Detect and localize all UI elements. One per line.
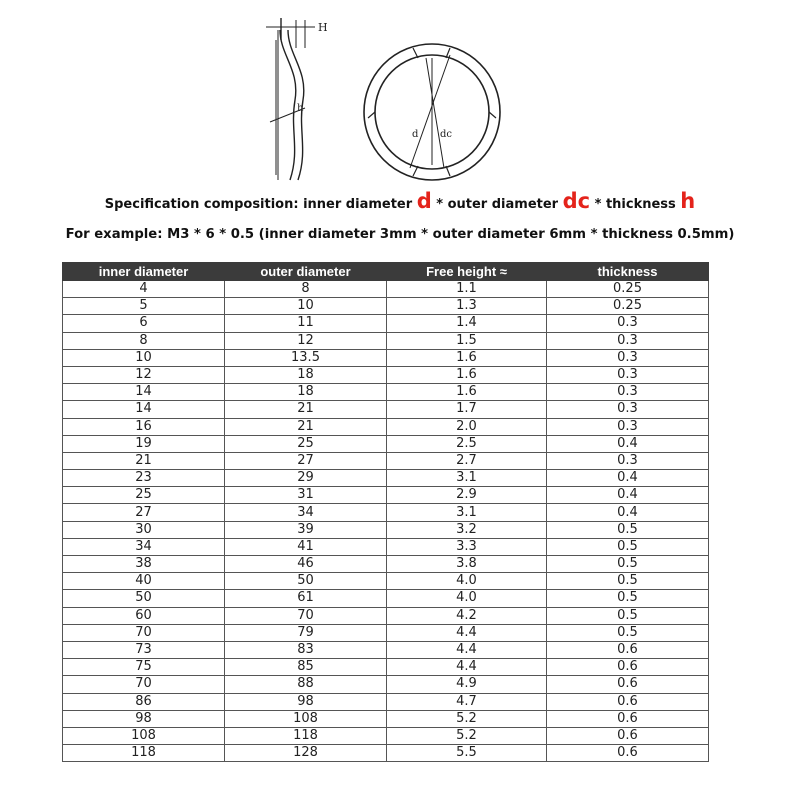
table-row: [63, 693, 709, 710]
cell-inner-diameter: 14: [63, 401, 225, 418]
table-body: [63, 281, 709, 762]
cell-inner-diameter: 14: [63, 384, 225, 401]
cell-free-height: 4.4: [387, 641, 547, 658]
cell-thickness: 0.5: [547, 573, 709, 590]
cell-thickness: 0.5: [547, 538, 709, 555]
cell-outer-diameter: 29: [225, 470, 387, 487]
cell-thickness: 0.5: [547, 624, 709, 641]
cell-inner-diameter: 60: [63, 607, 225, 624]
cell-thickness: 0.6: [547, 676, 709, 693]
cell-thickness: 0.6: [547, 641, 709, 658]
label-H: H: [318, 21, 328, 34]
cell-outer-diameter: 11: [225, 315, 387, 332]
table-row: [63, 470, 709, 487]
table-row: [63, 659, 709, 676]
table-row: [63, 452, 709, 469]
cell-outer-diameter: 21: [225, 401, 387, 418]
table-row: [63, 607, 709, 624]
cell-inner-diameter: 8: [63, 332, 225, 349]
table-row: [63, 298, 709, 315]
cell-outer-diameter: 27: [225, 452, 387, 469]
cell-thickness: 0.3: [547, 349, 709, 366]
table-row: [63, 641, 709, 658]
cell-free-height: 5.5: [387, 745, 547, 762]
cell-free-height: 3.1: [387, 470, 547, 487]
cell-free-height: 3.8: [387, 556, 547, 573]
cell-inner-diameter: 70: [63, 624, 225, 641]
cell-outer-diameter: 50: [225, 573, 387, 590]
cell-inner-diameter: 21: [63, 452, 225, 469]
cell-inner-diameter: 73: [63, 641, 225, 658]
cell-free-height: 4.0: [387, 590, 547, 607]
header-thickness: thickness: [547, 263, 709, 281]
cell-outer-diameter: 31: [225, 487, 387, 504]
cell-inner-diameter: 70: [63, 676, 225, 693]
cell-free-height: 1.6: [387, 349, 547, 366]
cell-free-height: 4.7: [387, 693, 547, 710]
cell-outer-diameter: 118: [225, 727, 387, 744]
cell-outer-diameter: 41: [225, 538, 387, 555]
cell-inner-diameter: 23: [63, 470, 225, 487]
cell-outer-diameter: 18: [225, 366, 387, 383]
cell-thickness: 0.4: [547, 487, 709, 504]
cell-free-height: 5.2: [387, 710, 547, 727]
label-h: h: [297, 103, 304, 114]
spec-mid-2: * thickness: [590, 197, 681, 212]
wave-washer-diagram: [0, 0, 800, 190]
table-row: [63, 366, 709, 383]
cell-outer-diameter: 12: [225, 332, 387, 349]
cell-inner-diameter: 118: [63, 745, 225, 762]
cell-inner-diameter: 10: [63, 349, 225, 366]
spec-prefix: Specification composition: inner diameter: [104, 197, 417, 212]
cell-outer-diameter: 61: [225, 590, 387, 607]
cell-free-height: 3.1: [387, 504, 547, 521]
cell-free-height: 1.7: [387, 401, 547, 418]
cell-thickness: 0.5: [547, 556, 709, 573]
cell-thickness: 0.4: [547, 435, 709, 452]
cell-inner-diameter: 50: [63, 590, 225, 607]
cell-inner-diameter: 16: [63, 418, 225, 435]
table-row: [63, 590, 709, 607]
spec-table: [62, 262, 709, 762]
cell-free-height: 2.5: [387, 435, 547, 452]
cell-free-height: 1.5: [387, 332, 547, 349]
cell-free-height: 4.4: [387, 624, 547, 641]
spec-h-symbol: h: [680, 189, 696, 213]
cell-free-height: 1.6: [387, 384, 547, 401]
cell-free-height: 3.2: [387, 521, 547, 538]
table-row: [63, 556, 709, 573]
table-row: [63, 727, 709, 744]
table-row: [63, 504, 709, 521]
table-row: [63, 710, 709, 727]
table-row: [63, 384, 709, 401]
cell-outer-diameter: 18: [225, 384, 387, 401]
cell-inner-diameter: 19: [63, 435, 225, 452]
cell-thickness: 0.5: [547, 607, 709, 624]
table-row: [63, 745, 709, 762]
cell-outer-diameter: 8: [225, 281, 387, 298]
cell-free-height: 2.9: [387, 487, 547, 504]
cell-free-height: 4.0: [387, 573, 547, 590]
cell-outer-diameter: 21: [225, 418, 387, 435]
cell-inner-diameter: 86: [63, 693, 225, 710]
cell-thickness: 0.4: [547, 504, 709, 521]
table-row: [63, 332, 709, 349]
cell-free-height: 4.2: [387, 607, 547, 624]
cell-inner-diameter: 108: [63, 727, 225, 744]
cell-free-height: 2.7: [387, 452, 547, 469]
cell-thickness: 0.6: [547, 710, 709, 727]
cell-free-height: 1.6: [387, 366, 547, 383]
cell-outer-diameter: 46: [225, 556, 387, 573]
cell-outer-diameter: 79: [225, 624, 387, 641]
cell-outer-diameter: 108: [225, 710, 387, 727]
cell-inner-diameter: 6: [63, 315, 225, 332]
cell-inner-diameter: 30: [63, 521, 225, 538]
cell-free-height: 1.3: [387, 298, 547, 315]
cell-inner-diameter: 75: [63, 659, 225, 676]
cell-outer-diameter: 83: [225, 641, 387, 658]
table-row: [63, 281, 709, 298]
cell-thickness: 0.3: [547, 384, 709, 401]
cell-outer-diameter: 98: [225, 693, 387, 710]
header-outer-diameter: outer diameter: [225, 263, 387, 281]
spec-dc-symbol: dc: [562, 189, 591, 213]
header-inner-diameter: inner diameter: [63, 263, 225, 281]
cell-free-height: 1.1: [387, 281, 547, 298]
cell-inner-diameter: 12: [63, 366, 225, 383]
top-view-drawing: [364, 44, 500, 180]
cell-outer-diameter: 39: [225, 521, 387, 538]
cell-thickness: 0.3: [547, 401, 709, 418]
cell-thickness: 0.3: [547, 315, 709, 332]
table-row: [63, 573, 709, 590]
cell-outer-diameter: 13.5: [225, 349, 387, 366]
cell-inner-diameter: 40: [63, 573, 225, 590]
cell-thickness: 0.5: [547, 521, 709, 538]
cell-inner-diameter: 27: [63, 504, 225, 521]
cell-outer-diameter: 88: [225, 676, 387, 693]
cell-outer-diameter: 25: [225, 435, 387, 452]
cell-inner-diameter: 25: [63, 487, 225, 504]
table-row: [63, 521, 709, 538]
table-row: [63, 624, 709, 641]
cell-thickness: 0.25: [547, 298, 709, 315]
cell-outer-diameter: 34: [225, 504, 387, 521]
cell-inner-diameter: 98: [63, 710, 225, 727]
label-d: d: [412, 129, 419, 140]
table-header-row: [63, 263, 709, 281]
cell-thickness: 0.3: [547, 366, 709, 383]
cell-thickness: 0.6: [547, 693, 709, 710]
table-row: [63, 487, 709, 504]
table-row: [63, 418, 709, 435]
table-row: [63, 401, 709, 418]
cell-outer-diameter: 70: [225, 607, 387, 624]
cell-thickness: 0.6: [547, 745, 709, 762]
cell-free-height: 4.4: [387, 659, 547, 676]
cell-inner-diameter: 4: [63, 281, 225, 298]
table-row: [63, 435, 709, 452]
cell-inner-diameter: 34: [63, 538, 225, 555]
cell-thickness: 0.3: [547, 452, 709, 469]
side-view-drawing: [266, 18, 315, 180]
cell-free-height: 3.3: [387, 538, 547, 555]
cell-thickness: 0.6: [547, 727, 709, 744]
cell-thickness: 0.4: [547, 470, 709, 487]
table-row: [63, 676, 709, 693]
cell-thickness: 0.25: [547, 281, 709, 298]
label-dc: dc: [440, 129, 453, 140]
spec-mid-1: * outer diameter: [431, 197, 563, 212]
cell-thickness: 0.5: [547, 590, 709, 607]
header-free-height: Free height ≈: [387, 263, 547, 281]
cell-free-height: 5.2: [387, 727, 547, 744]
example-line: For example: M3 * 6 * 0.5 (inner diameter 3mm * outer diameter 6mm * thickness 0.5mm): [65, 227, 735, 242]
cell-inner-diameter: 38: [63, 556, 225, 573]
cell-free-height: 4.9: [387, 676, 547, 693]
cell-thickness: 0.6: [547, 659, 709, 676]
table-row: [63, 538, 709, 555]
cell-outer-diameter: 10: [225, 298, 387, 315]
spec-d-symbol: d: [416, 189, 432, 213]
cell-outer-diameter: 128: [225, 745, 387, 762]
specification-line: [0, 189, 800, 213]
cell-inner-diameter: 5: [63, 298, 225, 315]
cell-free-height: 2.0: [387, 418, 547, 435]
cell-thickness: 0.3: [547, 418, 709, 435]
cell-free-height: 1.4: [387, 315, 547, 332]
table-row: [63, 315, 709, 332]
cell-outer-diameter: 85: [225, 659, 387, 676]
cell-thickness: 0.3: [547, 332, 709, 349]
table-row: [63, 349, 709, 366]
